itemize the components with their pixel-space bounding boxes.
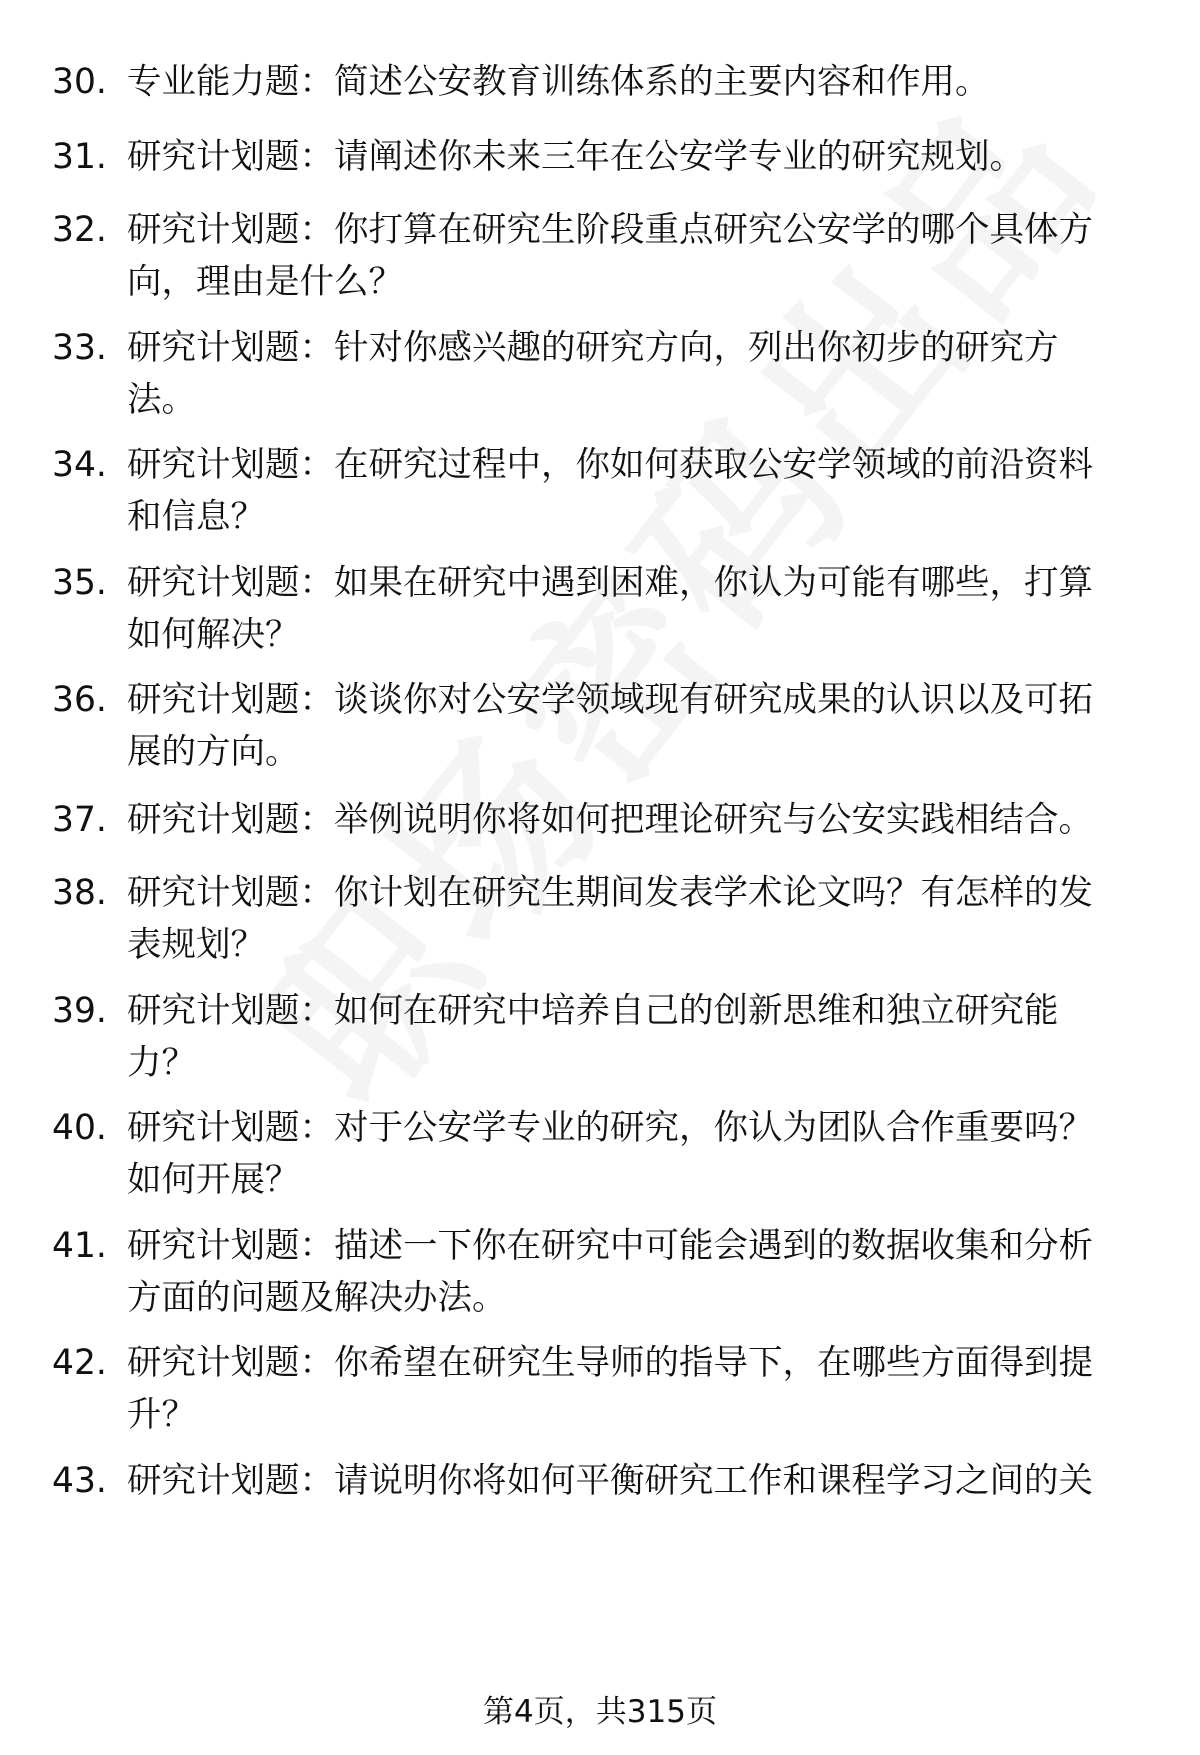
question-number: 41. — [52, 1226, 107, 1266]
question-line: 专业能力题：简述公安教育训练体系的主要内容和作用。 — [127, 62, 990, 102]
question-text — [127, 985, 1147, 1089]
question-text — [127, 794, 1147, 846]
question-line: 研究计划题：对于公安学专业的研究，你认为团队合作重要吗？ — [127, 1108, 1093, 1148]
question-text — [127, 1455, 1147, 1507]
question-line: 和信息？ — [127, 497, 265, 537]
question-text — [127, 1337, 1147, 1441]
question-text — [127, 674, 1147, 778]
question-line: 升？ — [127, 1395, 196, 1435]
question-text — [127, 1220, 1147, 1324]
question-number: 35. — [52, 563, 107, 603]
question-text — [127, 131, 1147, 183]
question-number: 31. — [52, 137, 107, 177]
question-number: 32. — [52, 210, 107, 250]
question-number: 37. — [52, 800, 107, 840]
question-number: 36. — [52, 680, 107, 720]
question-text — [127, 1102, 1147, 1206]
question-line: 如何开展？ — [127, 1160, 300, 1200]
question-number: 34. — [52, 445, 107, 485]
question-text — [127, 557, 1147, 661]
question-line: 研究计划题：如何在研究中培养自己的创新思维和独立研究能 — [127, 991, 1059, 1031]
question-line: 如何解决？ — [127, 615, 300, 655]
question-line: 研究计划题：你打算在研究生阶段重点研究公安学的哪个具体方 — [127, 210, 1093, 250]
question-text — [127, 867, 1147, 971]
question-number: 43. — [52, 1461, 107, 1501]
question-line: 研究计划题：请说明你将如何平衡研究工作和课程学习之间的关 — [127, 1461, 1093, 1501]
question-line: 研究计划题：描述一下你在研究中可能会遇到的数据收集和分析 — [127, 1226, 1093, 1266]
question-number: 38. — [52, 873, 107, 913]
question-line: 展的方向。 — [127, 732, 300, 772]
question-number: 40. — [52, 1108, 107, 1148]
question-line: 研究计划题：针对你感兴趣的研究方向，列出你初步的研究方 — [127, 328, 1059, 368]
question-text — [127, 56, 1147, 108]
question-line: 力？ — [127, 1043, 196, 1083]
question-number: 30. — [52, 62, 107, 102]
question-line: 研究计划题：谈谈你对公安学领域现有研究成果的认识以及可拓 — [127, 680, 1093, 720]
question-text — [127, 322, 1147, 426]
question-line: 研究计划题：举例说明你将如何把理论研究与公安实践相结合。 — [127, 800, 1093, 840]
question-line: 研究计划题：请阐述你未来三年在公安学专业的研究规划。 — [127, 137, 1024, 177]
question-line: 方面的问题及解决办法。 — [127, 1278, 507, 1318]
question-line: 法。 — [127, 380, 196, 420]
question-line: 研究计划题：你希望在研究生导师的指导下，在哪些方面得到提 — [127, 1343, 1093, 1383]
question-line: 向，理由是什么？ — [127, 262, 403, 302]
question-number: 42. — [52, 1343, 107, 1383]
question-text — [127, 204, 1147, 308]
page-footer: 第4页，共315页 — [483, 1694, 717, 1730]
question-line: 研究计划题：你计划在研究生期间发表学术论文吗？有怎样的发 — [127, 873, 1093, 913]
question-text — [127, 439, 1147, 543]
question-number: 33. — [52, 328, 107, 368]
question-line: 研究计划题：在研究过程中，你如何获取公安学领域的前沿资料 — [127, 445, 1093, 485]
question-line: 表规划？ — [127, 925, 265, 965]
question-number: 39. — [52, 991, 107, 1031]
question-line: 研究计划题：如果在研究中遇到困难，你认为可能有哪些，打算 — [127, 563, 1093, 603]
